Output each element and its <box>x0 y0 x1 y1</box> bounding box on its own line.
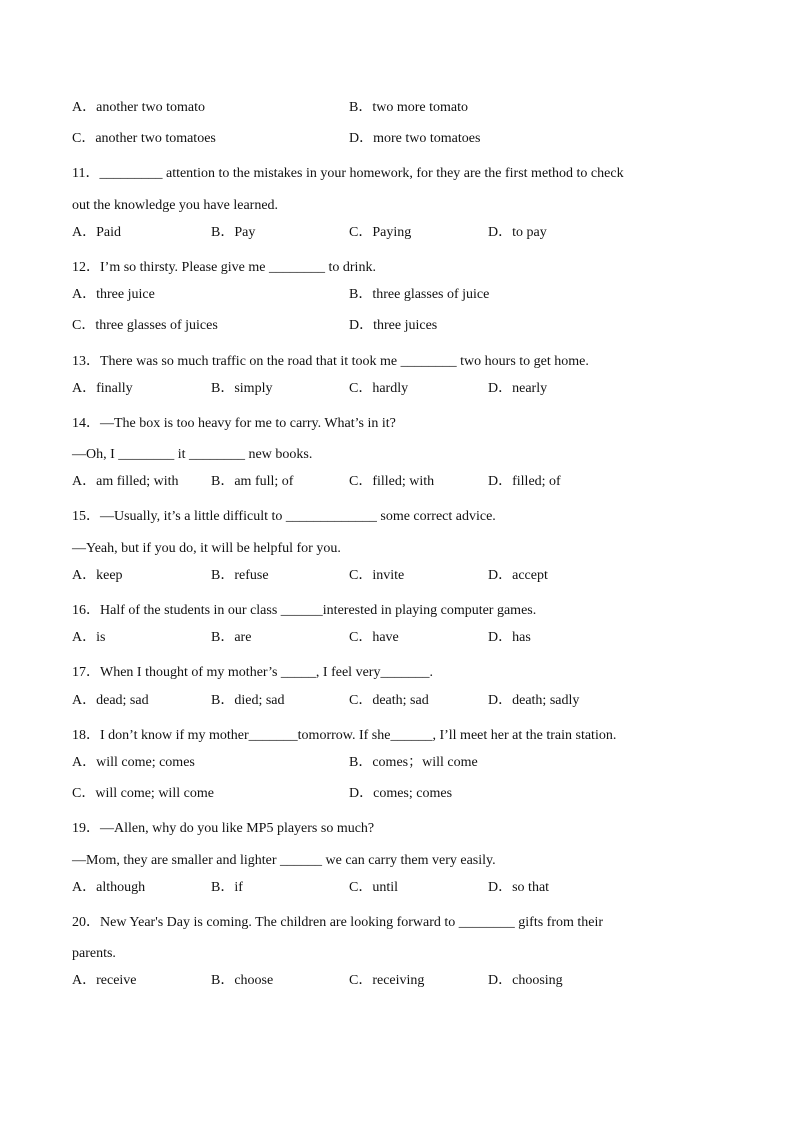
option-d: D．comes; comes <box>349 786 453 802</box>
option-d: D．more two tomatoes <box>349 131 481 147</box>
question-11-text: 11．_________ attention to the mistakes in your homework, for they are the first method to check <box>72 166 624 182</box>
option-a: A．dead; sad <box>72 692 149 708</box>
q13-options <box>72 377 712 408</box>
option-a: A．keep <box>72 567 123 583</box>
option-b: B．are <box>211 630 252 646</box>
option-a: A．three juice <box>72 287 155 303</box>
question-18-text: 18．I don’t know if my mother_______tomorrow. If she______, I’ll meet her at the train station. <box>72 727 617 743</box>
question-15-text-cont: —Yeah, but if you do, it will be helpful for you. <box>72 540 341 556</box>
option-a: A．another two tomato <box>72 100 205 115</box>
option-d: D．death; sadly <box>488 692 580 708</box>
option-a: A．is <box>72 630 106 646</box>
q12-options <box>72 283 712 345</box>
option-c: C．another two tomatoes <box>72 131 216 147</box>
q11-options <box>72 221 712 252</box>
question-19-text-cont: —Mom, they are smaller and lighter ______ we can carry them very easily. <box>72 852 496 868</box>
option-c: C．have <box>349 630 399 646</box>
option-b: B．comes；will come <box>349 754 478 770</box>
q19-options <box>72 876 712 907</box>
option-a: A．will come; comes <box>72 754 195 770</box>
option-a: A．Paid <box>72 224 121 240</box>
question-11-text-cont: out the knowledge you have learned. <box>72 197 279 213</box>
question-13-text: 13．There was so much traffic on the road that it took me ________ two hours to get home. <box>72 353 589 369</box>
option-d: D．has <box>488 630 531 646</box>
q14-options <box>72 470 712 501</box>
q20-options <box>72 969 712 1000</box>
q17-options <box>72 689 712 720</box>
option-c: C．will come; will come <box>72 786 214 802</box>
option-d: D．filled; of <box>488 474 561 490</box>
option-a: A．receive <box>72 973 137 989</box>
option-b: B．choose <box>211 973 274 989</box>
option-d: D．choosing <box>488 973 563 989</box>
option-c: C．hardly <box>349 380 409 396</box>
option-a: A．am filled; with <box>72 474 179 490</box>
option-c: C．receiving <box>349 973 425 989</box>
question-14-text-cont: —Oh, I ________ it ________ new books. <box>72 447 313 463</box>
option-b: B．two more tomato <box>349 100 468 115</box>
q10-options <box>72 96 712 158</box>
q18-options <box>72 751 712 813</box>
option-a: A．although <box>72 879 146 895</box>
option-b: B．if <box>211 879 243 895</box>
q16-options <box>72 626 712 657</box>
option-c: C．until <box>349 879 399 895</box>
option-b: B．three glasses of juice <box>349 287 490 303</box>
q15-options <box>72 564 712 595</box>
question-20-text-cont: parents. <box>72 946 116 962</box>
option-c: C．filled; with <box>349 474 435 490</box>
question-14-text: 14．—The box is too heavy for me to carry. What’s in it? <box>72 415 396 431</box>
option-b: B．died; sad <box>211 692 285 708</box>
question-16-text: 16．Half of the students in our class ______interested in playing computer games. <box>72 603 537 619</box>
exam-page <box>72 96 712 1000</box>
option-d: D．so that <box>488 879 550 895</box>
option-b: B．Pay <box>211 224 256 240</box>
option-c: C．death; sad <box>349 692 429 708</box>
option-c: C．three glasses of juices <box>72 318 218 334</box>
option-c: C．Paying <box>349 224 412 240</box>
question-12-text: 12．I’m so thirsty. Please give me ________ to drink. <box>72 259 376 275</box>
option-d: D．three juices <box>349 318 438 334</box>
option-b: B．simply <box>211 380 273 396</box>
question-20-text: 20．New Year's Day is coming. The children are looking forward to ________ gifts from their <box>72 914 604 930</box>
question-17-text: 17．When I thought of my mother’s _____, I feel very_______. <box>72 665 433 681</box>
option-d: D．nearly <box>488 380 548 396</box>
option-b: B．refuse <box>211 567 269 583</box>
question-19-text: 19．—Allen, why do you like MP5 players so much? <box>72 821 375 837</box>
question-15-text: 15．—Usually, it’s a little difficult to _____________ some correct advice. <box>72 509 496 525</box>
option-a: A．finally <box>72 380 133 396</box>
option-b: B．am full; of <box>211 474 294 490</box>
option-c: C．invite <box>349 567 405 583</box>
option-d: D．accept <box>488 567 548 583</box>
option-d: D．to pay <box>488 224 547 240</box>
